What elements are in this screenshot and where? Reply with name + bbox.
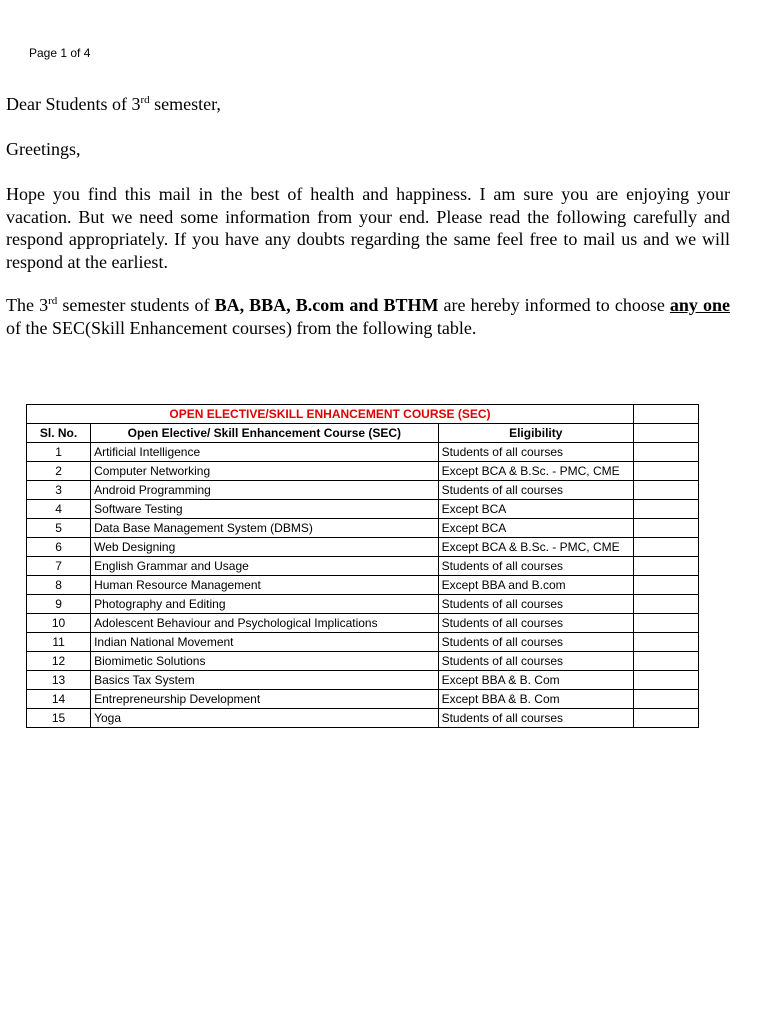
cell-course: Data Base Management System (DBMS) <box>91 519 439 538</box>
cell-course: Web Designing <box>91 538 439 557</box>
table-caption: OPEN ELECTIVE/SKILL ENHANCEMENT COURSE (SEC) <box>27 405 634 424</box>
cell-sl-no: 15 <box>27 709 91 728</box>
cell-eligibility: Except BCA & B.Sc. - PMC, CME <box>438 462 633 481</box>
cell-eligibility: Students of all courses <box>438 709 633 728</box>
cell-eligibility: Students of all courses <box>438 557 633 576</box>
table-row <box>27 557 699 576</box>
table-row <box>27 595 699 614</box>
intro-text-1: The 3 <box>6 295 49 315</box>
cell-sl-no: 5 <box>27 519 91 538</box>
empty-cell <box>633 671 698 690</box>
cell-course: Computer Networking <box>91 462 439 481</box>
cell-course: Indian National Movement <box>91 633 439 652</box>
body-paragraph: Hope you find this mail in the best of health and happiness. I am sure you are enjoying your vacation. But we need some information from your end. Please read the following carefully and respond appropriately. If you have any doubts regarding the same feel free to mail us and we will respond at the earliest. <box>6 184 730 272</box>
cell-sl-no: 7 <box>27 557 91 576</box>
cell-eligibility: Except BCA <box>438 500 633 519</box>
empty-cell <box>633 557 698 576</box>
empty-cell <box>633 481 698 500</box>
sec-table-body <box>27 405 699 728</box>
cell-course: Android Programming <box>91 481 439 500</box>
page-number: Page 1 of 4 <box>29 46 91 60</box>
table-header-row <box>27 424 699 443</box>
salutation <box>6 93 730 116</box>
greeting: Greetings, <box>6 139 81 159</box>
intro-text-4: of the SEC(Skill Enhancement courses) from the following table. <box>6 317 477 338</box>
table-row <box>27 462 699 481</box>
salutation-ordinal-suffix: rd <box>140 94 150 106</box>
cell-course: Basics Tax System <box>91 671 439 690</box>
cell-sl-no: 4 <box>27 500 91 519</box>
table-row <box>27 652 699 671</box>
intro-text-3: are hereby informed to choose <box>438 295 670 315</box>
table-row <box>27 671 699 690</box>
table-row <box>27 481 699 500</box>
salutation-text: Dear Students of 3 <box>6 94 141 114</box>
empty-cell <box>633 405 698 424</box>
cell-sl-no: 14 <box>27 690 91 709</box>
table-row <box>27 614 699 633</box>
table-row <box>27 690 699 709</box>
empty-cell <box>633 576 698 595</box>
empty-cell <box>633 538 698 557</box>
cell-sl-no: 1 <box>27 443 91 462</box>
cell-eligibility: Except BCA & B.Sc. - PMC, CME <box>438 538 633 557</box>
cell-sl-no: 3 <box>27 481 91 500</box>
intro-ordinal-suffix: rd <box>48 295 58 307</box>
empty-cell <box>633 443 698 462</box>
cell-course: Human Resource Management <box>91 576 439 595</box>
cell-eligibility: Except BBA and B.com <box>438 576 633 595</box>
cell-sl-no: 8 <box>27 576 91 595</box>
cell-sl-no: 12 <box>27 652 91 671</box>
table-row <box>27 519 699 538</box>
empty-cell <box>633 614 698 633</box>
header-course: Open Elective/ Skill Enhancement Course (SEC) <box>91 424 439 443</box>
empty-cell <box>633 690 698 709</box>
empty-cell <box>633 633 698 652</box>
table-row <box>27 538 699 557</box>
intro-text-2: semester students of <box>57 295 215 315</box>
cell-sl-no: 11 <box>27 633 91 652</box>
cell-sl-no: 6 <box>27 538 91 557</box>
intro-paragraph <box>6 294 730 339</box>
table-row <box>27 500 699 519</box>
table-row <box>27 576 699 595</box>
header-sl-no: Sl. No. <box>27 424 91 443</box>
header-eligibility: Eligibility <box>438 424 633 443</box>
cell-eligibility: Students of all courses <box>438 481 633 500</box>
cell-eligibility: Students of all courses <box>438 652 633 671</box>
table-row <box>27 709 699 728</box>
cell-eligibility: Students of all courses <box>438 443 633 462</box>
cell-eligibility: Except BCA <box>438 519 633 538</box>
cell-course: Software Testing <box>91 500 439 519</box>
table-row <box>27 633 699 652</box>
intro-emphasis: any one <box>669 295 731 315</box>
sec-course-table <box>26 404 699 728</box>
empty-cell <box>633 595 698 614</box>
cell-course: Entrepreneurship Development <box>91 690 439 709</box>
empty-cell <box>633 462 698 481</box>
cell-course: Adolescent Behaviour and Psychological Implications <box>91 614 439 633</box>
cell-eligibility: Except BBA & B. Com <box>438 690 633 709</box>
table-caption-row <box>27 405 699 424</box>
cell-course: Artificial Intelligence <box>91 443 439 462</box>
empty-cell <box>633 652 698 671</box>
cell-course: Photography and Editing <box>91 595 439 614</box>
cell-eligibility: Except BBA & B. Com <box>438 671 633 690</box>
empty-cell <box>633 519 698 538</box>
cell-eligibility: Students of all courses <box>438 614 633 633</box>
salutation-text-end: semester, <box>149 94 221 114</box>
cell-eligibility: Students of all courses <box>438 595 633 614</box>
empty-cell <box>633 424 698 443</box>
cell-sl-no: 2 <box>27 462 91 481</box>
cell-course: English Grammar and Usage <box>91 557 439 576</box>
cell-course: Biomimetic Solutions <box>91 652 439 671</box>
cell-sl-no: 13 <box>27 671 91 690</box>
empty-cell <box>633 709 698 728</box>
intro-course-list: BA, BBA, B.com and BTHM <box>214 295 439 315</box>
cell-sl-no: 10 <box>27 614 91 633</box>
table-row <box>27 443 699 462</box>
empty-cell <box>633 500 698 519</box>
cell-course: Yoga <box>91 709 439 728</box>
cell-eligibility: Students of all courses <box>438 633 633 652</box>
cell-sl-no: 9 <box>27 595 91 614</box>
